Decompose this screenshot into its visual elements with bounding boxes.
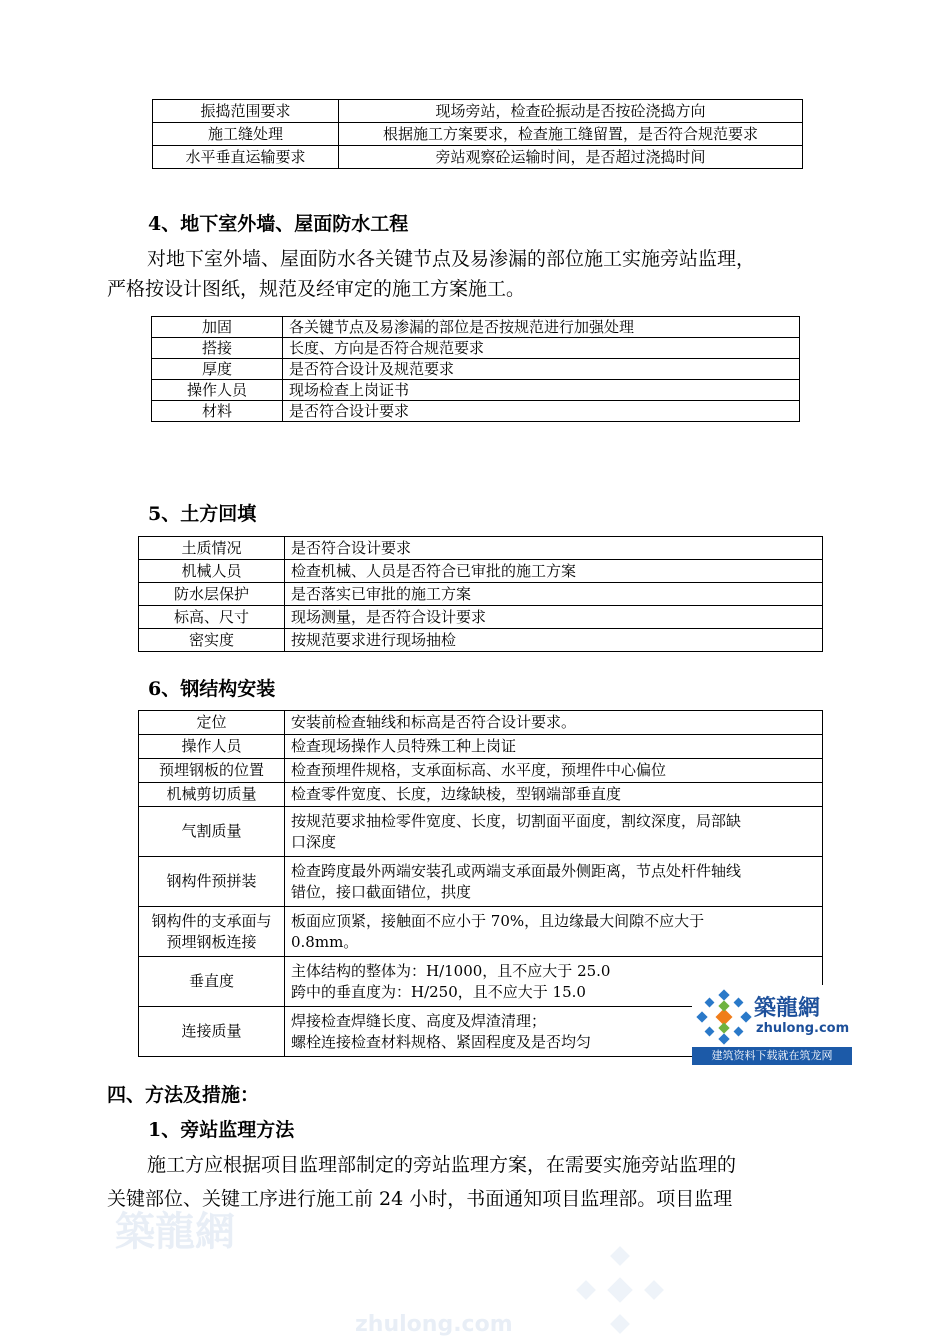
table-cell: 密实度 <box>139 629 285 652</box>
table-row <box>153 123 803 146</box>
table-cell: 机械人员 <box>139 560 285 583</box>
table-cell: 按规范要求进行现场抽检 <box>285 629 823 652</box>
cell-line: 检查现场操作人员特殊工种上岗证 <box>291 737 517 755</box>
table-cell: 各关键节点及易渗漏的部位是否按规范进行加强处理 <box>283 317 800 338</box>
cell-line: 跨中的垂直度为：H/250，且不应大于 15.0 <box>291 982 586 1001</box>
table-row <box>152 380 800 401</box>
table-row <box>152 317 800 338</box>
table-backfill <box>138 536 823 652</box>
paragraph-line: 施工方应根据项目监理部制定的旁站监理方案，在需要实施旁站监理的 <box>147 1154 737 1176</box>
methods-heading: 四、方法及措施： <box>107 1084 260 1106</box>
cell-line: 0.8mm。 <box>291 932 359 951</box>
cell-line: 检查预埋件规格，支承面标高、水平度，预埋件中心偏位 <box>291 761 667 779</box>
section-4-heading: 4、地下室外墙、屋面防水工程 <box>148 213 409 235</box>
section-6-heading: 6、钢结构安装 <box>148 678 276 700</box>
table-cell: 加固 <box>152 317 283 338</box>
paragraph-line: 严格按设计图纸，规范及经审定的施工方案施工。 <box>107 278 526 300</box>
logo-url: zhulong.com <box>756 1021 850 1036</box>
table-cell: 操作人员 <box>152 380 283 401</box>
table-cell: 预埋钢板的位置 <box>139 759 285 783</box>
table-row <box>139 537 823 560</box>
table-cell: 连接质量 <box>139 1007 285 1057</box>
table-cell: 现场旁站，检查砼振动是否按砼浇捣方向 <box>339 100 803 123</box>
watermark-text: 築龍網 <box>115 1209 235 1255</box>
table-cell <box>285 907 823 957</box>
table-cell: 是否符合设计及规范要求 <box>283 359 800 380</box>
table-row <box>152 338 800 359</box>
cell-line: 焊接检查焊缝长度、高度及焊渣清理； <box>291 1011 547 1030</box>
cell-line: 安装前检查轴线和标高是否符合设计要求。 <box>291 713 577 731</box>
table-cell: 钢构件预拼装 <box>139 857 285 907</box>
table-cell <box>285 735 823 759</box>
table-cell: 搭接 <box>152 338 283 359</box>
table-row <box>139 629 823 652</box>
table-cell: 根据施工方案要求，检查施工缝留置，是否符合规范要求 <box>339 123 803 146</box>
cell-line: 螺栓连接检查材料规格、紧固程度及是否均匀 <box>291 1032 592 1051</box>
table-row <box>139 759 823 783</box>
zhulong-logo <box>692 985 852 1065</box>
table-row <box>153 100 803 123</box>
logo-band: 建筑资料下载就在筑龙网 <box>692 1047 852 1065</box>
table-row <box>139 735 823 759</box>
table-cell: 是否落实已审批的施工方案 <box>285 583 823 606</box>
table-cell: 防水层保护 <box>139 583 285 606</box>
table-cell <box>139 907 285 957</box>
table-cell <box>285 857 823 907</box>
table-cell: 水平垂直运输要求 <box>153 146 339 169</box>
table-cell: 是否符合设计要求 <box>283 401 800 422</box>
table-cell <box>285 807 823 857</box>
snowflake-icon <box>696 989 752 1045</box>
table-waterproof <box>151 316 800 422</box>
table-row <box>139 711 823 735</box>
cell-line: 板面应顶紧，接触面不应小于 70%，且边缘最大间隙不应大于 <box>291 911 705 930</box>
table-row <box>139 807 823 857</box>
table-cell: 操作人员 <box>139 735 285 759</box>
table-cell: 气割质量 <box>139 807 285 857</box>
watermark-url: zhulong.com <box>355 1312 513 1337</box>
table-row <box>152 401 800 422</box>
table-row <box>139 907 823 957</box>
table-cell: 垂直度 <box>139 957 285 1007</box>
table-top <box>152 99 803 169</box>
section-5-heading: 5、土方回填 <box>148 503 257 525</box>
cell-line: 钢构件的支承面与预埋钢板连接 <box>151 911 272 951</box>
table-cell: 振捣范围要求 <box>153 100 339 123</box>
table-cell: 土质情况 <box>139 537 285 560</box>
table-cell: 标高、尺寸 <box>139 606 285 629</box>
table-cell <box>285 783 823 807</box>
methods-subheading: 1、旁站监理方法 <box>148 1119 295 1141</box>
paragraph-line: 对地下室外墙、屋面防水各关键节点及易渗漏的部位施工实施旁站监理， <box>147 248 756 270</box>
table-cell: 是否符合设计要求 <box>285 537 823 560</box>
cell-line: 主体结构的整体为：H/1000，且不应大于 25.0 <box>291 961 611 980</box>
paragraph-line: 关键部位、关键工序进行施工前 24 小时，书面通知项目监理部。项目监理 <box>107 1188 733 1210</box>
cell-line: 口深度 <box>291 832 337 851</box>
table-cell: 检查机械、人员是否符合已审批的施工方案 <box>285 560 823 583</box>
watermark-snowflake-icon <box>575 1245 665 1335</box>
table-cell: 定位 <box>139 711 285 735</box>
table-cell: 长度、方向是否符合规范要求 <box>283 338 800 359</box>
table-row <box>139 560 823 583</box>
logo-name: 築龍網 <box>754 995 821 1021</box>
cell-line: 检查零件宽度、长度，边缘缺棱，型钢端部垂直度 <box>291 785 622 803</box>
table-row <box>152 359 800 380</box>
table-cell <box>285 711 823 735</box>
cell-line: 错位，接口截面错位，拱度 <box>291 882 472 901</box>
section-4-paragraph <box>107 244 867 304</box>
table-row <box>139 583 823 606</box>
table-cell: 厚度 <box>152 359 283 380</box>
table-cell: 施工缝处理 <box>153 123 339 146</box>
table-row <box>139 857 823 907</box>
table-cell: 机械剪切质量 <box>139 783 285 807</box>
cell-line: 检查跨度最外两端安装孔或两端支承面最外侧距离，节点处杆件轴线 <box>291 861 742 880</box>
cell-line: 按规范要求抽检零件宽度、长度，切割面平面度，割纹深度，局部缺 <box>291 811 742 830</box>
table-cell: 材料 <box>152 401 283 422</box>
table-cell <box>285 759 823 783</box>
table-cell: 现场测量，是否符合设计要求 <box>285 606 823 629</box>
table-row <box>139 783 823 807</box>
table-row <box>139 606 823 629</box>
table-cell: 现场检查上岗证书 <box>283 380 800 401</box>
table-row <box>153 146 803 169</box>
table-cell: 旁站观察砼运输时间，是否超过浇捣时间 <box>339 146 803 169</box>
